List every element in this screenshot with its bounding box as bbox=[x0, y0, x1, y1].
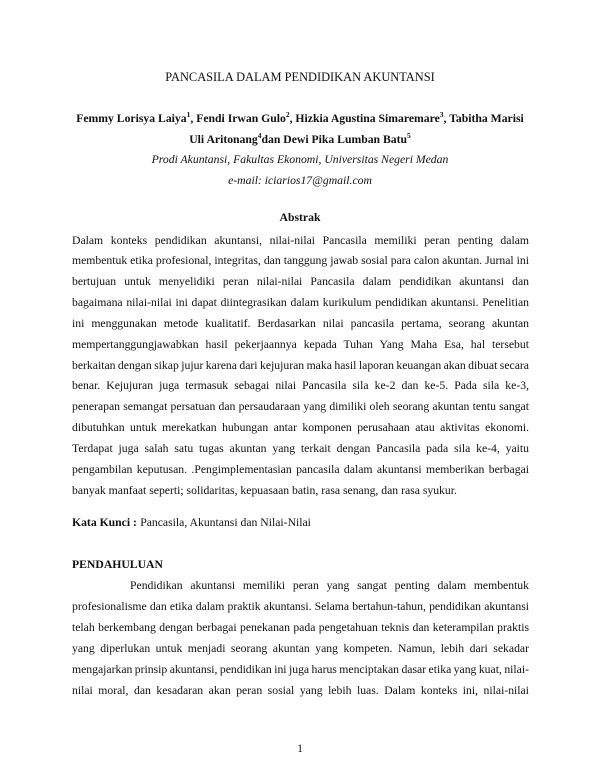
abstract-line: Terdapat juga salah satu tugas akuntan yang terkait dengan Pancasila pada sila ke-4, yaitu bbox=[72, 441, 529, 455]
paragraph-line: telah berkembang dengan berbagai penekanan pada pengetahuan teknis dan keterampilan praktis bbox=[72, 620, 529, 634]
paragraph-line: profesionalisme dan etika dalam praktik akuntansi. Selama bertahun-tahun, pendidikan akuntansi bbox=[72, 599, 529, 613]
abstract-line: membentuk etika profesional, integritas, dan tanggung jawab sosial para calon akuntan. Jurnal ini bbox=[72, 254, 529, 268]
abstract-paragraph bbox=[72, 231, 529, 502]
author-name: Dewi Pika Lumban Batu bbox=[283, 132, 407, 146]
abstract-line: bagaimana nilai-nilai ini dapat diintegrasikan dalam kurikulum pendidikan akuntansi. Penelitian bbox=[72, 296, 529, 310]
affiliation-mark: 3 bbox=[439, 109, 444, 119]
affiliation-mark: 5 bbox=[407, 130, 411, 140]
paragraph-line: mengajarkan prinsip akuntansi, pendidikan ini juga harus menciptakan dasar etika yang kuat, nilai- bbox=[72, 662, 529, 676]
author-conjunction: dan bbox=[261, 132, 284, 146]
keywords-value: Pancasila, Akuntansi dan Nilai-Nilai bbox=[140, 515, 311, 529]
author-separator: , bbox=[190, 111, 197, 125]
author-separator: , bbox=[443, 111, 450, 125]
affiliation-mark: 1 bbox=[186, 109, 191, 119]
introduction-paragraph bbox=[72, 575, 529, 701]
abstract-line: Dalam konteks pendidikan akuntansi, nilai-nilai Pancasila memiliki peran penting dalam bbox=[72, 233, 529, 247]
abstract-heading: Abstrak bbox=[279, 210, 321, 224]
affiliation: Prodi Akuntansi, Fakultas Ekonomi, Universitas Negeri Medan bbox=[151, 152, 449, 166]
abstract-line: bertujuan untuk menyelidiki peran nilai-nilai Pancasila dalam pendidikan akuntansi dan bbox=[72, 275, 529, 289]
author-separator: , bbox=[289, 111, 296, 125]
section-heading-introduction: PENDAHULUAN bbox=[72, 557, 163, 571]
author-name: Hizkia Agustina Simaremare bbox=[295, 111, 440, 125]
contact-email: e-mail: iciarios17@gmail.com bbox=[228, 173, 372, 187]
keywords-label: Kata Kunci : bbox=[72, 515, 137, 529]
abstract-line: mempertanggungjawabkan hasil pekerjaannya kepada Tuhan Yang Maha Esa, hal tersebut bbox=[72, 337, 529, 351]
paper-title: PANCASILA DALAM PENDIDIKAN AKUNTANSI bbox=[165, 69, 435, 84]
abstract-line: banyak manfaat seperti; solidaritas, kepuasaan batin, rasa senang, dan rasa syukur. bbox=[72, 483, 457, 497]
abstract-line: berkaitan dengan sikap jujur karena dari kejujuran maka hasil laporan keuangan akan dibuat secara bbox=[72, 358, 529, 372]
page-number: 1 bbox=[297, 741, 303, 755]
abstract-line: pengambilan keputusan. .Pengimplementasian pancasila dalam akuntansi memberikan berbagai bbox=[72, 462, 529, 476]
abstract-line: ini menggunakan metode kualitatif. Berdasarkan nilai pancasila pertama, seorang akuntan bbox=[72, 316, 529, 330]
author-name: Tabitha Marisi bbox=[449, 111, 524, 125]
author-name: Fendi Irwan Gulo bbox=[196, 111, 286, 125]
paragraph-line: yang diperlukan untuk menjadi seorang akuntan yang kompeten. Namun, lebih dari sekadar bbox=[72, 641, 529, 655]
abstract-line: dibutuhkan untuk merekatkan hubungan antar komponen perusahaan atau aktivitas ekonomi. bbox=[72, 421, 529, 435]
paragraph-line: nilai moral, dan kesadaran akan peran sosial yang lebih luas. Dalam konteks ini, nilai-nilai bbox=[72, 683, 529, 697]
abstract-line: benar. Kejujuran juga termasuk sebagai nilai Pancasila sila ke-2 dan ke-5. Pada sila ke-3, bbox=[72, 379, 529, 393]
author-name: Uli Aritonang bbox=[189, 132, 258, 146]
author-line-2 bbox=[0, 129, 600, 150]
author-name: Femmy Lorisya Laiya bbox=[76, 111, 187, 125]
abstract-line: penerapan semangat persatuan dan persaudaraan yang dimiliki oleh seorang akuntan tentu sangat bbox=[72, 400, 529, 414]
paragraph-line: Pendidikan akuntansi memiliki peran yang sangat penting dalam membentuk bbox=[130, 578, 529, 592]
author-line-1 bbox=[0, 108, 600, 129]
affiliation-mark: 2 bbox=[285, 109, 290, 119]
affiliation-mark: 4 bbox=[257, 130, 262, 140]
keywords bbox=[72, 512, 311, 533]
